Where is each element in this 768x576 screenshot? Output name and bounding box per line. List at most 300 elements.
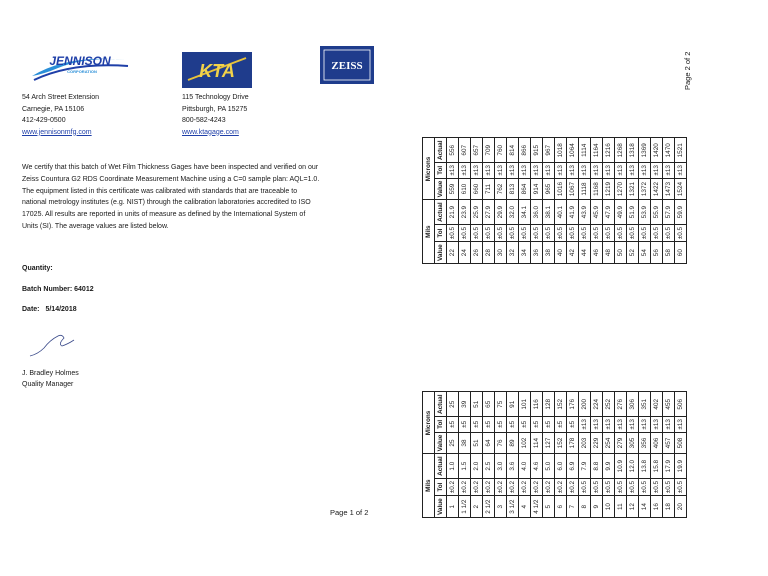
table-cell: 32 [507,242,519,264]
table-cell: 40 [555,242,567,264]
table-cell: 29.9 [495,200,507,225]
table-row [531,138,543,264]
table-row [627,392,639,518]
table-cell: 152 [555,392,567,417]
table-cell: ±0.5 [615,478,627,495]
table-cell: 1118 [579,178,591,200]
table-cell: ±0.5 [663,478,675,495]
table-cell: 967 [543,138,555,163]
table-cell: ±13 [615,417,627,433]
table-cell: ±5 [459,417,471,433]
table-cell: ±13 [603,417,615,433]
table-cell: 58 [663,242,675,264]
table-cell: 60 [675,242,687,264]
certification-line: Zeiss Countura G2 RDS Coordinate Measurement Machine using a C=0 sample plan: AQL=1.0. [22,175,320,183]
table-cell: 1114 [579,138,591,163]
column-header-value: Value [435,496,447,518]
table-cell: 864 [519,178,531,200]
jennison-logo [28,46,132,86]
table-cell: ±0.2 [507,478,519,495]
table-cell: ±0.2 [495,478,507,495]
table-cell: 26 [471,242,483,264]
page-number-1: Page 1 of 2 [330,508,369,517]
table-cell: 51.9 [627,200,639,225]
batch-number-value: 64012 [74,286,94,293]
table-cell: 89 [507,432,519,454]
microns-group-header: Microns [423,138,435,200]
table-cell: 14 [639,496,651,518]
jennison-address-line1: 54 Arch Street Extension [22,94,100,101]
table-cell: ±0.5 [543,224,555,241]
table-row [459,392,471,518]
table-cell: 36.0 [531,200,543,225]
table-cell: 762 [495,178,507,200]
table-row [543,392,555,518]
table-cell: ±0.5 [627,478,639,495]
table-cell: ±0.5 [591,224,603,241]
table-cell: 279 [615,432,627,454]
table-cell: 508 [675,432,687,454]
table-row [543,138,555,264]
table-row [567,138,579,264]
table-cell: 176 [567,392,579,417]
table-cell: 52 [627,242,639,264]
kta-address-line1: 115 Technology Drive [182,94,249,101]
table-cell: ±5 [531,417,543,433]
table-cell: 25.9 [471,200,483,225]
table-lower [422,392,687,519]
column-header-tol: Tol [435,163,447,179]
measurement-table-lower [422,392,687,519]
signature [28,330,78,365]
table-cell: ±0.5 [495,224,507,241]
table-cell: 114 [531,432,543,454]
batch-number-label: Batch Number: [22,286,73,293]
table-cell: 8 [579,496,591,518]
table-cell: 1018 [555,138,567,163]
table-cell: ±13 [543,163,555,179]
table-cell: 8.8 [591,454,603,479]
table-cell: 1.0 [447,454,459,479]
quantity-field [22,265,53,272]
certification-line: Units (SI). The average values are listed below. [22,222,169,230]
table-cell: 22 [447,242,459,264]
table-cell: 102 [519,432,531,454]
table-cell: 47.9 [603,200,615,225]
table-cell: ±0.5 [555,224,567,241]
table-row [495,392,507,518]
table-cell: 7 [567,496,579,518]
jennison-address [22,92,99,138]
table-cell: 1270 [615,178,627,200]
table-cell: 965 [543,178,555,200]
table-row [579,138,591,264]
table-cell: 1168 [591,178,603,200]
table-cell: 1521 [675,138,687,163]
signatory-name: J. Bradley Holmes [22,370,79,377]
table-cell: 229 [591,432,603,454]
table-row [615,392,627,518]
table-cell: ±13 [663,163,675,179]
table-cell: 813 [507,178,519,200]
table-cell: 203 [579,432,591,454]
table-cell: 1216 [603,138,615,163]
table-cell: ±13 [651,417,663,433]
table-cell: ±13 [447,163,459,179]
table-row [459,138,471,264]
table-cell: 32.0 [507,200,519,225]
table-cell: ±0.5 [675,224,687,241]
table-row [579,392,591,518]
table-cell: 1064 [567,138,579,163]
table-cell: 54 [639,242,651,264]
certification-line: The equipment listed in this certificate was calibrated with standards that are traceable to [22,187,298,195]
table-cell: ±13 [567,163,579,179]
table-cell: ±0.5 [471,224,483,241]
table-row [591,392,603,518]
table-row [471,392,483,518]
table-cell: 4 [519,496,531,518]
table-cell: ±0.5 [663,224,675,241]
table-cell: 9 [591,496,603,518]
table-cell: 65 [483,392,495,417]
zeiss-logo [320,46,374,84]
table-row [603,138,615,264]
table-cell: 1470 [663,138,675,163]
table-cell: ±0.5 [615,224,627,241]
table-row [483,392,495,518]
table-row [555,392,567,518]
table-cell: 3 1/2 [507,496,519,518]
table-cell: 1524 [675,178,687,200]
table-cell: ±5 [555,417,567,433]
table-cell: 2.0 [471,454,483,479]
table-cell: 1473 [663,178,675,200]
table-cell: 49.9 [615,200,627,225]
signatory-title: Quality Manager [22,381,74,388]
table-cell: 1420 [651,138,663,163]
table-cell: 200 [579,392,591,417]
table-cell: 276 [615,392,627,417]
table-cell: 814 [507,138,519,163]
table-cell: 38 [459,432,471,454]
table-cell: 10 [603,496,615,518]
table-cell: 1369 [639,138,651,163]
table-row [627,138,639,264]
certification-line: national metrology institutes (e.g. NIST) through the calibration laboratories accredited to ISO [22,199,311,207]
table-row [675,392,687,518]
table-cell: ±0.5 [531,224,543,241]
table-row [507,138,519,264]
table-cell: 12.0 [627,454,639,479]
table-cell: 59.9 [675,200,687,225]
table-cell: 19.9 [675,454,687,479]
table-cell: 42 [567,242,579,264]
table-cell: ±0.2 [459,478,471,495]
table-cell: ±0.2 [519,478,531,495]
table-cell: 5.0 [543,454,555,479]
quantity-label: Quantity: [22,265,53,272]
column-header-value: Value [435,432,447,454]
table-cell: ±13 [627,417,639,433]
table-cell: 36 [531,242,543,264]
table-cell: ±0.2 [567,478,579,495]
table-row [483,138,495,264]
table-cell: 116 [531,392,543,417]
table-row [447,392,459,518]
table-cell: 41.9 [567,200,579,225]
table-cell: 1268 [615,138,627,163]
measurement-table-upper [422,138,687,265]
table-cell: 57.9 [663,200,675,225]
table-cell: ±13 [639,417,651,433]
table-cell: ±13 [555,163,567,179]
column-header-actual: Actual [435,392,447,417]
table-cell: ±5 [447,417,459,433]
table-cell: 406 [651,432,663,454]
jennison-logo-text: JENNISON [49,54,111,68]
table-row [675,138,687,264]
table-cell: ±0.2 [543,478,555,495]
table-cell: ±5 [543,417,555,433]
table-cell: 4.6 [531,454,543,479]
table-cell: 46 [591,242,603,264]
table-cell: ±5 [519,417,531,433]
table-cell: 866 [519,138,531,163]
table-cell: 4 1/2 [531,496,543,518]
kta-logo [182,52,252,88]
column-header-actual: Actual [435,138,447,163]
table-cell: 30 [495,242,507,264]
table-cell: 75 [495,392,507,417]
table-cell: 51 [471,432,483,454]
table-cell: ±0.5 [651,478,663,495]
jennison-logo-subtext: CORPORATION [67,69,97,74]
table-cell: 660 [471,178,483,200]
column-header-tol: Tol [435,417,447,433]
table-cell: 4.0 [519,454,531,479]
table-cell: ±5 [507,417,519,433]
jennison-address-line2: Carnegie, PA 15106 [22,105,85,113]
table-cell: ±13 [591,417,603,433]
table-row [507,392,519,518]
table-cell: 1422 [651,178,663,200]
table-cell: 1219 [603,178,615,200]
table-row [555,138,567,264]
table-row [531,392,543,518]
table-cell: 2 [471,496,483,518]
jennison-website-link[interactable]: www.jennisonmfg.com [22,128,92,136]
table-cell: 3.6 [507,454,519,479]
table-cell: 402 [651,392,663,417]
table-cell: 23.9 [459,200,471,225]
table-cell: 6 [555,496,567,518]
table-cell: 2.5 [483,454,495,479]
table-cell: 64 [483,432,495,454]
table-cell: 455 [663,392,675,417]
table-cell: 6.0 [555,454,567,479]
table-cell: ±0.5 [591,478,603,495]
column-header-value: Value [435,242,447,264]
table-cell: ±13 [615,163,627,179]
table-cell: 13.8 [639,454,651,479]
table-row [651,138,663,264]
kta-address [182,92,249,138]
table-cell: ±0.2 [471,478,483,495]
table-cell: 7.9 [579,454,591,479]
table-cell: ±0.5 [459,224,471,241]
table-cell: 18 [663,496,675,518]
table-cell: 50 [615,242,627,264]
table-cell: 76 [495,432,507,454]
table-row [495,138,507,264]
table-cell: 20 [675,496,687,518]
table-cell: ±13 [483,163,495,179]
table-row [447,138,459,264]
table-cell: 914 [531,178,543,200]
table-cell: ±13 [663,417,675,433]
table-cell: 915 [531,138,543,163]
table-cell: 1318 [627,138,639,163]
table-cell: 457 [663,432,675,454]
table-cell: 43.9 [579,200,591,225]
table-cell: 34 [519,242,531,264]
column-header-tol: Tol [435,478,447,495]
table-cell: 760 [495,138,507,163]
certification-line: We certify that this batch of Wet Film Thickness Gages have been inspected and verified on our [22,164,319,171]
table-row [639,138,651,264]
date-label: Date: [22,306,40,313]
table-row [603,392,615,518]
table-cell: ±0.5 [627,224,639,241]
table-cell: ±5 [495,417,507,433]
kta-website-link[interactable]: www.ktagage.com [182,128,239,136]
table-cell: 6.9 [567,454,579,479]
mils-group-header: Mils [423,200,435,264]
certification-statement [22,162,377,233]
table-cell: 607 [459,138,471,163]
table-cell: 24 [459,242,471,264]
table-upper [422,138,687,265]
table-row [651,392,663,518]
table-cell: 40.1 [555,200,567,225]
table-row [663,138,675,264]
table-cell: ±13 [579,163,591,179]
table-cell: 12 [627,496,639,518]
table-cell: 34.1 [519,200,531,225]
table-cell: ±13 [495,163,507,179]
table-cell: ±13 [627,163,639,179]
table-cell: ±0.5 [651,224,663,241]
table-cell: ±13 [591,163,603,179]
table-cell: 91 [507,392,519,417]
table-row [591,138,603,264]
page-number-2: Page 2 of 2 [683,51,692,90]
table-cell: 28 [483,242,495,264]
table-cell: ±0.5 [675,478,687,495]
table-cell: 356 [639,432,651,454]
table-cell: ±5 [471,417,483,433]
table-cell: 3 [495,496,507,518]
table-cell: ±0.2 [483,478,495,495]
table-cell: 1164 [591,138,603,163]
table-cell: ±0.2 [531,478,543,495]
mils-group-header: Mils [423,454,435,518]
table-cell: 1372 [639,178,651,200]
table-cell: ±0.5 [603,478,615,495]
column-header-value: Value [435,178,447,200]
table-cell: ±0.5 [519,224,531,241]
table-cell: 252 [603,392,615,417]
table-cell: 657 [471,138,483,163]
batch-number-field [22,286,94,293]
table-cell: 610 [459,178,471,200]
table-cell: 39 [459,392,471,417]
table-cell: 25 [447,432,459,454]
table-cell: ±0.5 [639,478,651,495]
table-cell: ±13 [471,163,483,179]
table-cell: 11 [615,496,627,518]
table-cell: 1 1/2 [459,496,471,518]
table-cell: ±13 [639,163,651,179]
certification-line: 17025. All results are reported in units of measure as defined by the International System of [22,211,306,219]
table-cell: ±13 [579,417,591,433]
table-cell: ±0.5 [639,224,651,241]
table-cell: 9.9 [603,454,615,479]
table-cell: 1016 [555,178,567,200]
table-cell: ±13 [675,163,687,179]
table-row [663,392,675,518]
table-cell: 21.9 [447,200,459,225]
column-header-actual: Actual [435,200,447,225]
table-cell: 44 [579,242,591,264]
zeiss-logo-text: ZEISS [331,60,363,72]
table-cell: 15.8 [651,454,663,479]
table-cell: 10.9 [615,454,627,479]
table-cell: 351 [639,392,651,417]
table-cell: ±13 [603,163,615,179]
table-cell: 127 [543,432,555,454]
table-cell: 556 [447,138,459,163]
table-row [471,138,483,264]
table-cell: ±0.5 [567,224,579,241]
date-field [22,306,77,313]
table-cell: 1321 [627,178,639,200]
table-cell: 2 1/2 [483,496,495,518]
table-cell: ±13 [507,163,519,179]
table-cell: ±0.5 [579,478,591,495]
column-header-tol: Tol [435,224,447,241]
table-cell: ±13 [651,163,663,179]
table-cell: 101 [519,392,531,417]
table-cell: ±13 [459,163,471,179]
microns-group-header: Microns [423,392,435,454]
table-cell: 1 [447,496,459,518]
table-cell: 45.9 [591,200,603,225]
table-cell: ±0.2 [555,478,567,495]
table-cell: 55.9 [651,200,663,225]
table-cell: 711 [483,178,495,200]
kta-logo-text: KTA [199,61,235,81]
table-cell: 128 [543,392,555,417]
table-cell: 178 [567,432,579,454]
table-cell: ±13 [675,417,687,433]
table-cell: 17.9 [663,454,675,479]
table-cell: 48 [603,242,615,264]
table-cell: ±13 [519,163,531,179]
table-cell: 3.0 [495,454,507,479]
table-cell: 27.9 [483,200,495,225]
